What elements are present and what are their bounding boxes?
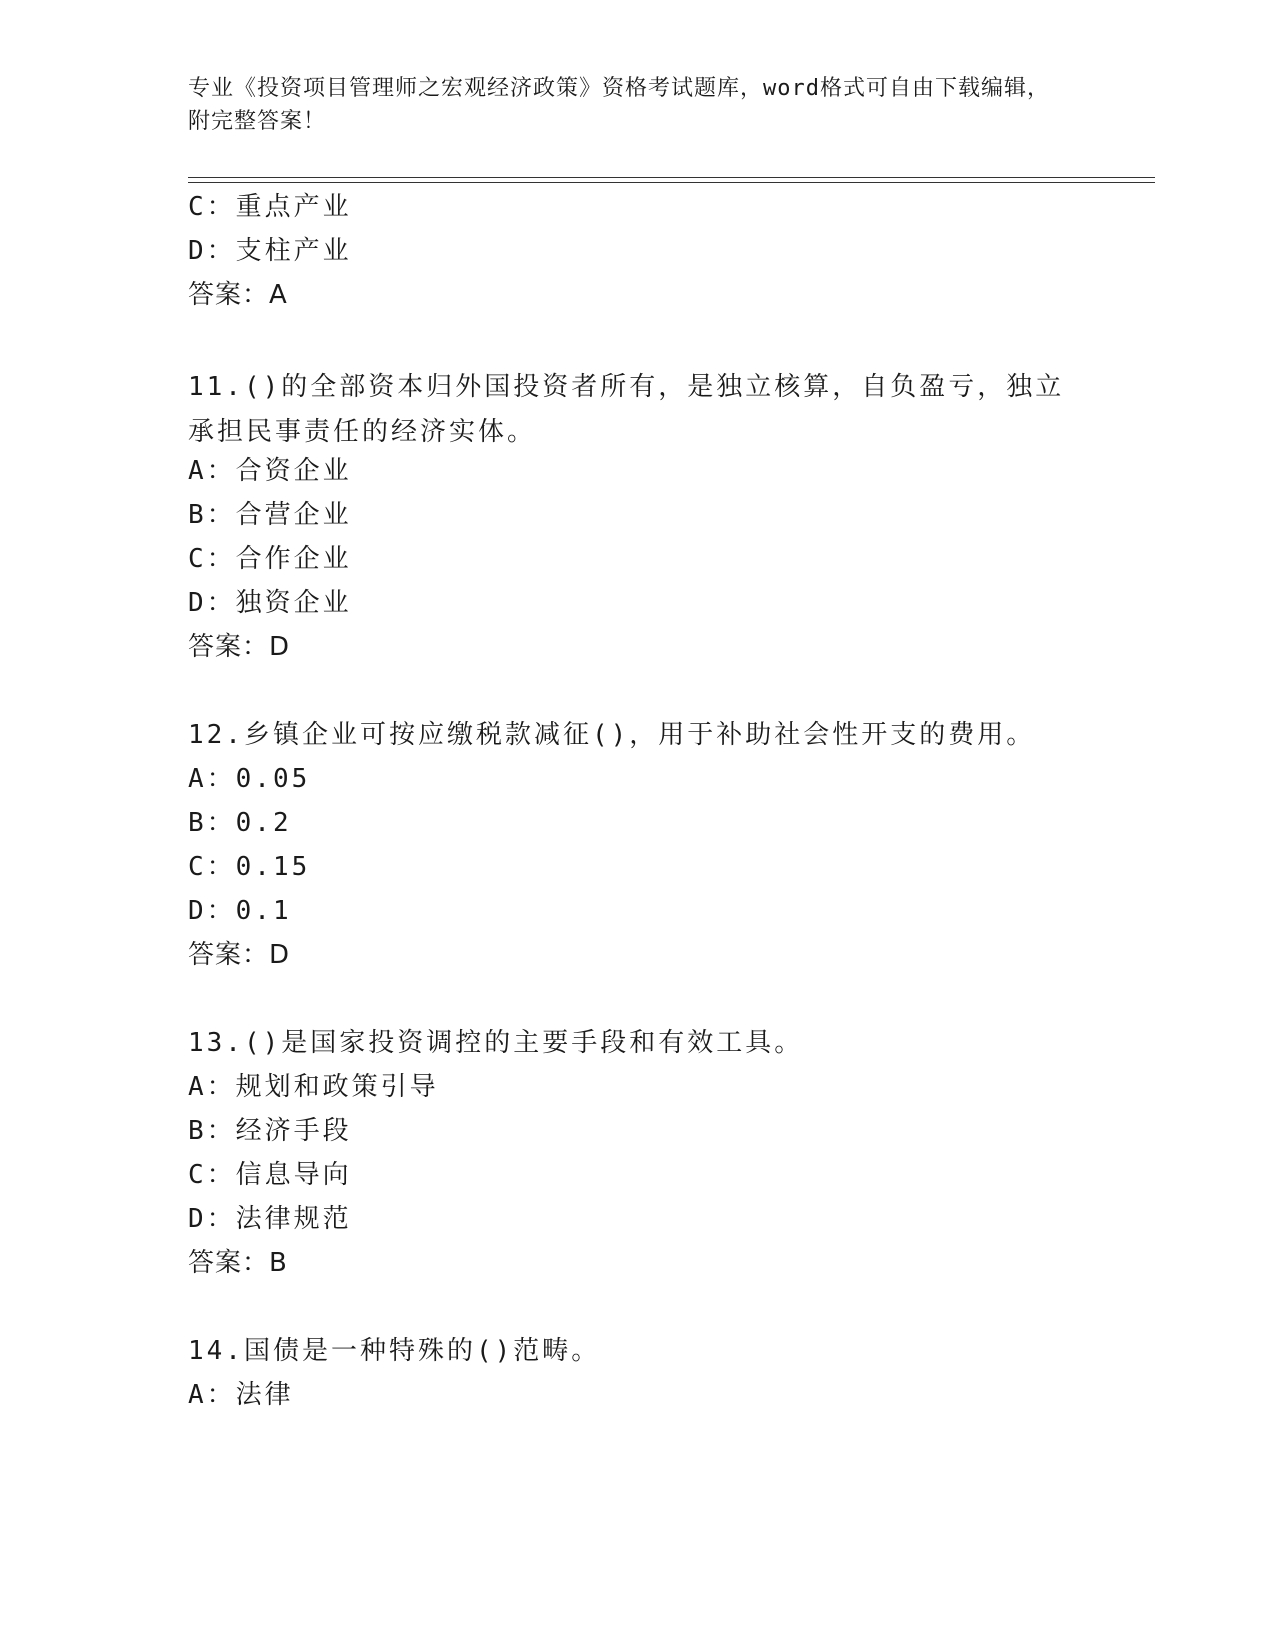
option-b: B：经济手段	[188, 1116, 352, 1146]
question-stem: 13.()是国家投资调控的主要手段和有效工具。	[188, 1028, 804, 1058]
answer: 答案：D	[188, 940, 291, 970]
header-rule-bottom	[188, 182, 1155, 183]
option-d: D：0.1	[188, 896, 292, 926]
answer: 答案：B	[188, 1248, 288, 1278]
option-b: B：合营企业	[188, 500, 352, 530]
question-stem: 14.国债是一种特殊的()范畴。	[188, 1336, 601, 1366]
option-a: A：合资企业	[188, 456, 352, 486]
option-a: A：0.05	[188, 764, 311, 794]
option-c: C：重点产业	[188, 192, 352, 222]
answer: 答案：A	[188, 280, 288, 310]
question-stem: 12.乡镇企业可按应缴税款减征()，用于补助社会性开支的费用。	[188, 720, 1036, 750]
option-b: B：0.2	[188, 808, 292, 838]
option-d: D：法律规范	[188, 1204, 352, 1234]
page-header: 专业《投资项目管理师之宏观经济政策》资格考试题库，word格式可自由下载编辑，附完整答案！	[188, 76, 1050, 134]
option-c: C：信息导向	[188, 1160, 352, 1190]
option-d: D：支柱产业	[188, 236, 352, 266]
option-a: A：法律	[188, 1380, 294, 1410]
option-d: D：独资企业	[188, 588, 352, 618]
option-a: A：规划和政策引导	[188, 1072, 439, 1102]
header-rule-top	[188, 177, 1155, 178]
option-c: C：合作企业	[188, 544, 352, 574]
answer: 答案：D	[188, 632, 291, 662]
option-c: C：0.15	[188, 852, 311, 882]
question-stem: 11.()的全部资本归外国投资者所有，是独立核算，自负盈亏，独立承担民事责任的经济实体。	[188, 372, 1065, 447]
